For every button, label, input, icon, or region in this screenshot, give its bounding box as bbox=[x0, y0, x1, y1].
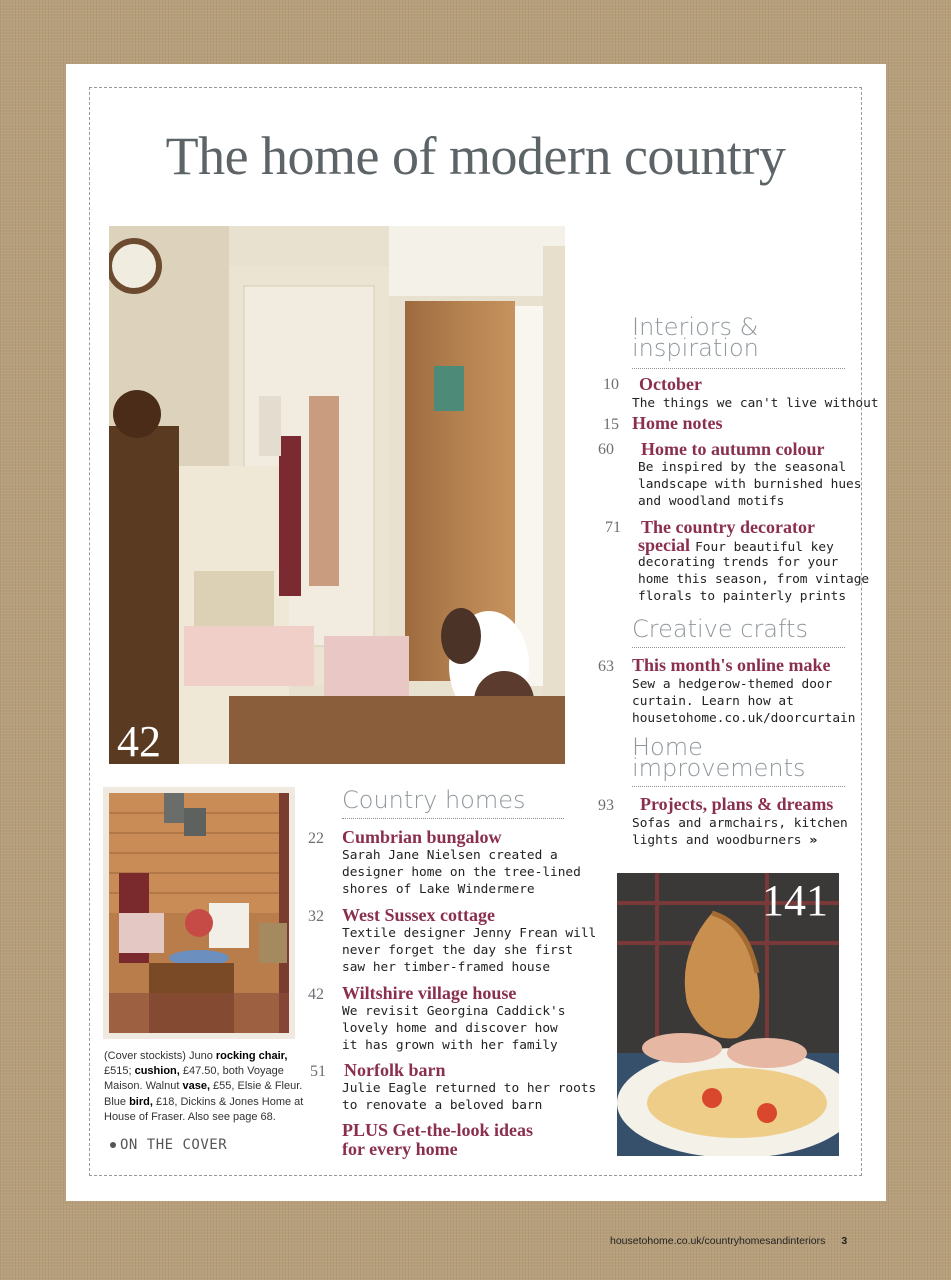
entry-heading: Wiltshire village house bbox=[342, 983, 517, 1003]
sitting-room-photo bbox=[103, 787, 295, 1039]
page-number: 63 bbox=[598, 658, 614, 675]
section-crafts: Creative crafts bbox=[632, 615, 808, 643]
section-interiors: Interiors & inspiration bbox=[632, 313, 759, 362]
section-country-homes: Country homes bbox=[342, 786, 526, 814]
entry-heading: Home notes bbox=[632, 413, 723, 433]
cover-stockists-caption: (Cover stockists) Juno rocking chair, £515; cushion, £47.50, both Voyage Maison. Walnut vase, £55, Elsie & Fleur. Blue bird, £18, Dickins & Jones Home at House of Fraser. Also see page 68. bbox=[104, 1050, 304, 1123]
divider bbox=[632, 786, 845, 787]
page-title: The home of modern country bbox=[165, 126, 786, 186]
page-number: 10 bbox=[603, 376, 619, 393]
entry-heading: Cumbrian bungalow bbox=[342, 827, 502, 847]
page-number: 71 bbox=[605, 519, 621, 536]
entry-heading: This month's online make bbox=[632, 655, 831, 675]
footer-url[interactable]: housetohome.co.uk/countryhomesandinteriors bbox=[610, 1235, 826, 1247]
section-improvements: Home improvements bbox=[632, 733, 806, 782]
entry-description: decorating trends for your home this season, from vintage florals to painterly prints bbox=[638, 555, 870, 605]
entry-description: Textile designer Jenny Frean will never forget the day she first saw her timber-framed house bbox=[342, 926, 597, 976]
entry-description: Be inspired by the seasonal landscape with burnished hues and woodland motifs bbox=[638, 460, 862, 510]
entry-heading: October bbox=[639, 374, 702, 394]
hallway-page-number: 42 bbox=[117, 717, 161, 764]
hallway-photo bbox=[109, 226, 565, 764]
entry-description: Julie Eagle returned to her roots to renovate a beloved barn bbox=[342, 1081, 597, 1114]
on-the-cover-label: ON THE COVER bbox=[110, 1137, 227, 1153]
entry-description: The things we can't live without bbox=[632, 396, 879, 411]
bullet-icon bbox=[110, 1142, 116, 1148]
page-number: 51 bbox=[310, 1063, 326, 1080]
divider bbox=[632, 647, 845, 648]
divider bbox=[342, 818, 564, 819]
entry-heading: Norfolk barn bbox=[344, 1060, 446, 1080]
entry-heading: West Sussex cottage bbox=[342, 905, 495, 925]
entry-description: We revisit Georgina Caddick's lovely home and discover how it has grown with her family bbox=[342, 1004, 566, 1054]
page-number: 60 bbox=[598, 441, 614, 458]
entry-heading: The country decorator bbox=[641, 517, 815, 537]
footer-page-number: 3 bbox=[841, 1235, 848, 1247]
entry-description: Sofas and armchairs, kitchen lights and woodburners » bbox=[632, 816, 848, 849]
entry-description: Four beautiful key bbox=[695, 540, 834, 555]
page-number: 93 bbox=[598, 797, 614, 814]
footer bbox=[610, 1235, 847, 1247]
entry-heading: special bbox=[638, 535, 690, 555]
page-number: 32 bbox=[308, 908, 324, 925]
entry-heading: Projects, plans & dreams bbox=[640, 794, 834, 814]
entry-description: Sarah Jane Nielsen created a designer home on the tree-lined shores of Lake Windermere bbox=[342, 848, 581, 898]
page-number: 42 bbox=[308, 986, 324, 1003]
pie-photo bbox=[617, 873, 839, 1156]
arrow-icon: » bbox=[809, 833, 818, 849]
divider bbox=[632, 368, 845, 369]
entry-heading: Home to autumn colour bbox=[641, 439, 825, 459]
page-number: 22 bbox=[308, 830, 324, 847]
entry-description: Sew a hedgerow-themed door curtain. Learn how at housetohome.co.uk/doorcurtain bbox=[632, 677, 856, 727]
plus-heading: PLUS Get-the-look ideas for every home bbox=[342, 1120, 533, 1159]
page-number: 15 bbox=[603, 416, 619, 433]
pie-page-number: 141 bbox=[762, 876, 828, 925]
